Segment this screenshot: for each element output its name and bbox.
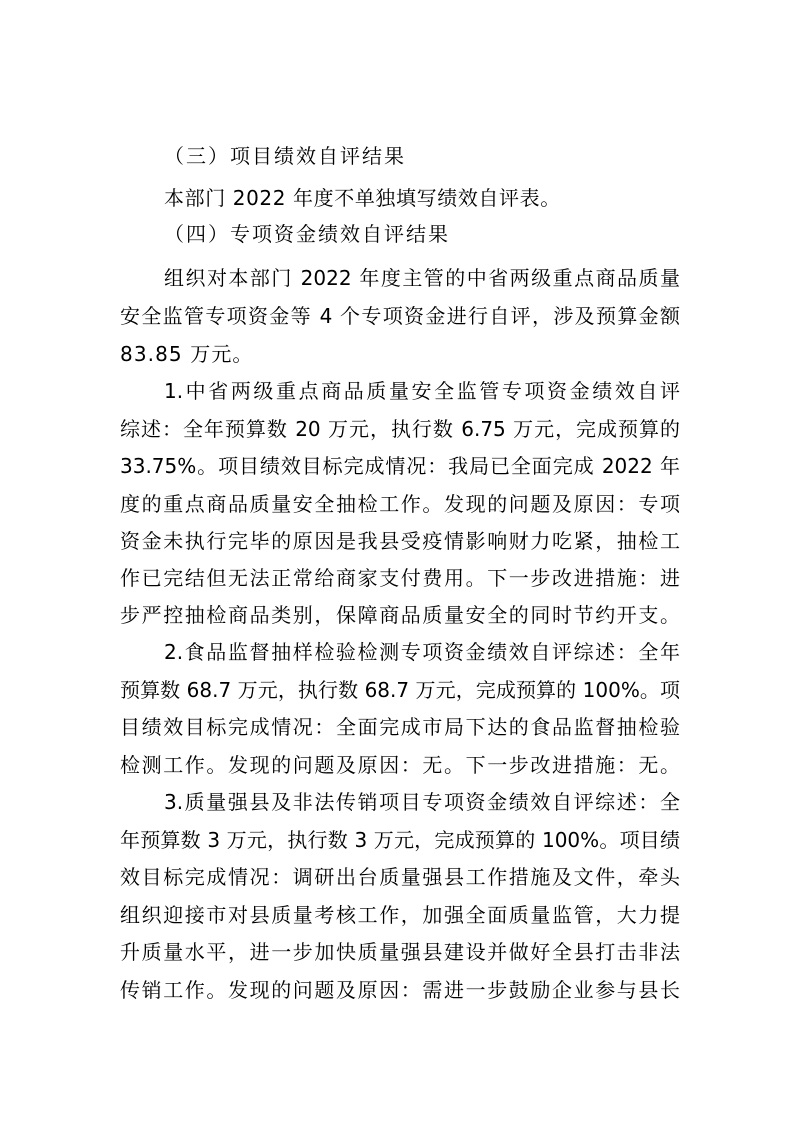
paragraph-line: 资金未执行完毕的原因是我县受疫情影响财力吃紧，抽检工 bbox=[120, 529, 680, 553]
paragraph-line: 组织对本部门 2022 年度主管的中省两级重点商品质量 bbox=[164, 266, 680, 290]
paragraph-line: 检测工作。发现的问题及原因：无。下一步改进措施：无。 bbox=[120, 753, 680, 777]
paragraph-line: 83.85 万元。 bbox=[120, 342, 254, 366]
paragraph-line: 组织迎接市对县质量考核工作，加强全面质量监管，大力提 bbox=[120, 903, 680, 927]
paragraph-line: 综述：全年预算数 20 万元，执行数 6.75 万元，完成预算的 bbox=[120, 417, 680, 441]
paragraph-line: 作已完结但无法正常给商家支付费用。下一步改进措施：进 bbox=[120, 566, 680, 590]
paragraph-line: 步严控抽检商品类别，保障商品质量安全的同时节约开支。 bbox=[120, 603, 680, 627]
paragraph-line: 3.质量强县及非法传销项目专项资金绩效自评综述：全 bbox=[164, 790, 680, 814]
paragraph-line: 度的重点商品质量安全抽检工作。发现的问题及原因：专项 bbox=[120, 492, 680, 516]
section-4-heading: （四）专项资金绩效自评结果 bbox=[164, 222, 450, 246]
paragraph-line: 传销工作。发现的问题及原因：需进一步鼓励企业参与县长 bbox=[120, 978, 680, 1002]
paragraph-line: 预算数 68.7 万元，执行数 68.7 万元，完成预算的 100%。项 bbox=[120, 678, 680, 702]
paragraph-line: 效目标完成情况：调研出台质量强县工作措施及文件，牵头 bbox=[120, 865, 680, 889]
paragraph-line: 安全监管专项资金等 4 个专项资金进行自评，涉及预算金额 bbox=[120, 304, 680, 328]
section-3-heading: （三）项目绩效自评结果 bbox=[164, 144, 406, 168]
paragraph-line: 升质量水平，进一步加快质量强县建设并做好全县打击非法 bbox=[120, 940, 680, 964]
paragraph-line: 2.食品监督抽样检验检测专项资金绩效自评综述：全年 bbox=[164, 640, 680, 664]
paragraph-line: 年预算数 3 万元，执行数 3 万元，完成预算的 100%。项目绩 bbox=[120, 828, 680, 852]
paragraph-line: 1.中省两级重点商品质量安全监管专项资金绩效自评 bbox=[164, 379, 680, 403]
section-3-text: 本部门 2022 年度不单独填写绩效自评表。 bbox=[164, 186, 561, 210]
paragraph-line: 33.75%。项目绩效目标完成情况：我局已全面完成 2022 年 bbox=[120, 454, 680, 478]
paragraph-line: 目绩效目标完成情况：全面完成市局下达的食品监督抽检验 bbox=[120, 715, 680, 739]
